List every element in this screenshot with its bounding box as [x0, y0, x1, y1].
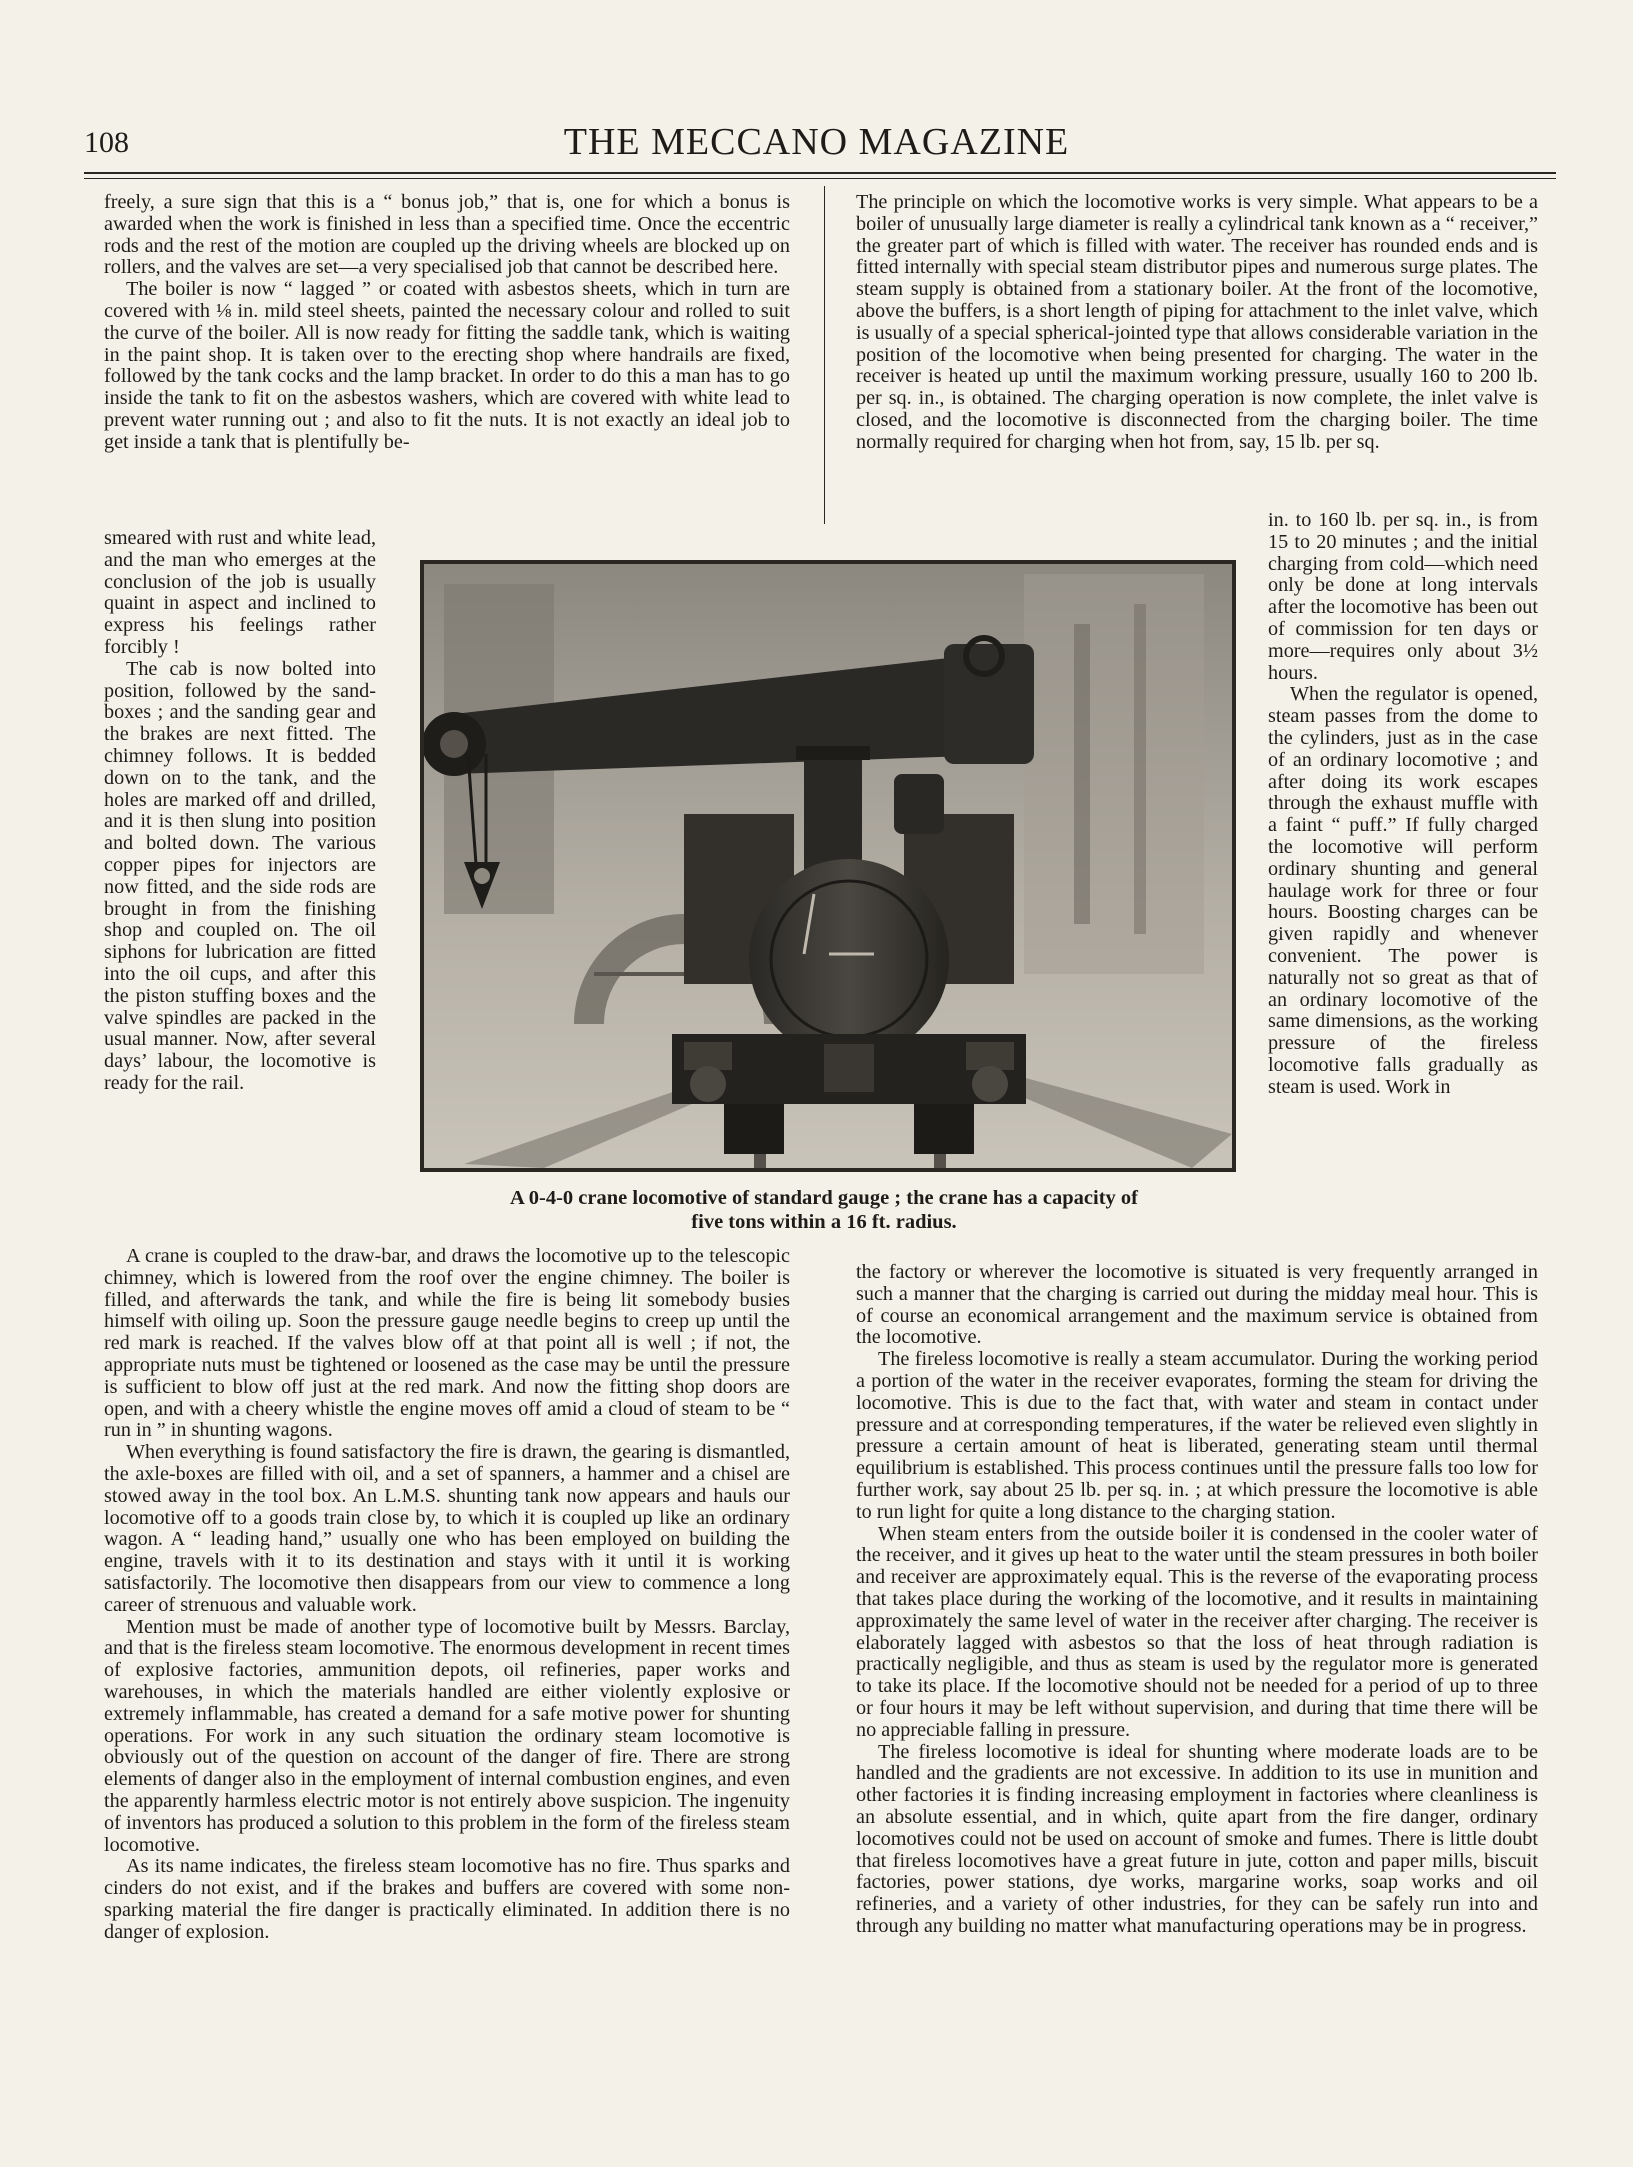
right-column-top: [856, 192, 1538, 512]
column-divider: [824, 186, 825, 524]
paragraph: A crane is coupled to the draw-bar, and draws the locomotive up to the telescopic chimney, which is lowered from the roof over the engine chimney. The boiler is filled, and afterwards the tank, and while the fire is being lit somebody busies himself with oiling up. Soon the pressure gauge needle begins to creep up until the red mark is reached. If the valves blow off at that point all is well ; if not, the appropriate nuts must be tightened or loosened as the case may be until the pressure is sufficient to blow off just at the red mark. And now the fitting shop doors are open, and with a cheery whistle the engine moves off amid a cloud of steam to be “ run in ” in shunting wagons.: [104, 1245, 790, 1442]
figure-caption: [400, 1186, 1248, 1234]
page-number: 108: [84, 126, 129, 159]
paragraph: When the regulator is opened, steam passes from the dome to the cylinders, just as in the case of an ordinary locomotive ; and after doing its work escapes through the exhaust muffle with a faint “ puff.” If fully charged the locomotive will perform ordinary shunting and general haulage work for three or four hours. Boosting charges can be given rapidly and whenever convenient. The power is naturally not so great as that of an ordinary locomotive of the same dimensions, as the working pressure of the fireless locomotive falls gradually as steam is used. Work in: [1268, 683, 1538, 1098]
paragraph: The fireless locomotive is ideal for shunting where moderate loads are to be handled and the gradients are not excessive. In addition to its use in munition and other factories it is finding increasing employment in factories where cleanliness is an absolute essential, and in which, quite apart from the fire danger, ordinary locomotives could not be used on account of smoke and fumes. There is little doubt that fireless locomotives have a great future in jute, cotton and paper mills, biscuit factories, power stations, dye works, margarine works, soap works and oil refineries, and a variety of other industries, for they can be safely run into and through any building no matter what manufacturing operations may be in progress.: [856, 1740, 1538, 1937]
left-column-narrow: [104, 528, 376, 1244]
paragraph: When steam enters from the outside boiler it is condensed in the cooler water of the receiver, and it gives up heat to the water until the steam pressures in both boiler and receiver are approximately equal. This is the reverse of the evaporating process that takes place during the working of the locomotive, and it results in maintaining approximately the same level of water in the receiver after charging. The receiver is elaborately lagged with asbestos so that the loss of heat through radiation is practically negligible, and thus as steam is used by the regulator more is generated to take its place. If the locomotive should not be needed for a period of up to three or four hours it may be left without supervision, and during that time there will be no appreciable falling in pressure.: [856, 1522, 1538, 1741]
left-column-top: [104, 192, 790, 512]
paragraph: As its name indicates, the fireless steam locomotive has no fire. Thus sparks and cinders do not exist, and if the brakes and buffers are covered with some non-sparking material the fire danger is practically eliminated. In addition there is no danger of explosion.: [104, 1855, 790, 1943]
header-rule: [84, 172, 1556, 174]
paragraph: in. to 160 lb. per sq. in., is from 15 to 20 minutes ; and the initial charging from cold—which need only be done at long intervals after the locomotive has been out of commission for ten days or more—requires only about 3½ hours.: [1268, 509, 1538, 684]
right-column-narrow: [1268, 510, 1538, 1262]
paragraph: smeared with rust and white lead, and the man who emerges at the conclusion of the job is usually quaint in aspect and inclined to express his feelings rather forcibly !: [104, 527, 376, 658]
paragraph: The fireless locomotive is really a steam accumulator. During the working period a portion of the water in the receiver evaporates, forming the steam for driving the locomotive. This is due to the fact that, with water and steam in contact under pressure and at corresponding temperatures, if the water be relieved even slightly in pressure a certain amount of heat is liberated, generating steam until thermal equilibrium is established. This process continues until the pressure falls too low for further work, say about 25 lb. per sq. in. ; at which pressure the locomotive is able to run light for quite a long distance to the charging station.: [856, 1348, 1538, 1523]
paragraph: The boiler is now “ lagged ” or coated with asbestos sheets, which in turn are covered with ⅛ in. mild steel sheets, painted the necessary colour and rolled to suit the curve of the boiler. All is now ready for fitting the saddle tank, which is waiting in the paint shop. It is taken over to the erecting shop where handrails are fixed, followed by the tank cocks and the lamp bracket. In order to do this a man has to go inside the tank to fit on the asbestos washers, which are covered with white lead to prevent water running out ; and also to fit the nuts. It is not exactly an ideal job to get inside a tank that is plentifully be-: [104, 278, 790, 453]
paragraph: When everything is found satisfactory the fire is drawn, the gearing is dismantled, the axle-boxes are filled with oil, and a set of spanners, a hammer and a chisel are stowed away in the tool box. An L.M.S. shunting tank now appears and hauls our locomotive off to a goods train close by, to which it is coupled up like an ordinary wagon. A “ leading hand,” usually one who has been employed on building the engine, travels with it to its destination and stays with it until it is working satisfactorily. The locomotive then disappears from our view to commence a long career of strenuous and valuable work.: [104, 1441, 790, 1616]
paragraph: The principle on which the locomotive works is very simple. What appears to be a boiler of unusually large diameter is really a cylindrical tank known as a “ receiver,” the greater part of which is filled with water. The receiver has rounded ends and is fitted internally with special steam distributor pipes and numerous surge plates. The steam supply is obtained from a stationary boiler. At the front of the locomotive, above the buffers, is a short length of piping for attachment to the inlet valve, which is usually of a special spherical-jointed type that allows considerable variation in the position of the locomotive when being presented for charging. The water in the receiver is heated up until the maximum working pressure, usually 160 to 200 lb. per sq. in., is obtained. The charging operation is now complete, the inlet valve is closed, and the locomotive is disconnected from the charging boiler. The time normally required for charging when hot from, say, 15 lb. per sq.: [856, 191, 1538, 453]
left-column-bottom: [104, 1246, 790, 2116]
paragraph: freely, a sure sign that this is a “ bonus job,” that is, one for which a bonus is awarded when the work is finished in less than a specified time. Once the eccentric rods and the rest of the motion are coupled up the driving wheels are blocked up on rollers, and the valves are set—a very specialised job that cannot be described here.: [104, 191, 790, 279]
caption-line: A 0-4-0 crane locomotive of standard gauge ; the crane has a capacity of: [509, 1187, 1138, 1209]
header-rule-thin: [84, 178, 1556, 179]
caption-line: five tons within a 16 ft. radius.: [691, 1211, 957, 1233]
paragraph: Mention must be made of another type of locomotive built by Messrs. Barclay, and that is the fireless steam locomotive. The enormous development in recent times of explosive factories, ammunition depots, oil refineries, paper works and warehouses, in which the materials handled are either violently explosive or extremely inflammable, has created a demand for a safe motive power for shunting operations. For work in any such situation the ordinary steam locomotive is obviously out of the question on account of the danger of fire. There are strong elements of danger also in the employment of internal combustion engines, and even the apparently harmless electric motor is not entirely above suspicion. The ingenuity of inventors has produced a solution to this problem in the form of the fireless steam locomotive.: [104, 1615, 790, 1856]
magazine-title: THE MECCANO MAGAZINE: [563, 121, 1070, 163]
crane-locomotive-photo: [420, 560, 1236, 1172]
paragraph: The cab is now bolted into position, followed by the sand-boxes ; and the sanding gear and the brakes are next fitted. The chimney follows. It is bedded down on to the tank, and the holes are marked off and drilled, and it is then slung into position and bolted down. The various copper pipes for injectors are now fitted, and the side rods are brought in from the finishing shop and coupled on. The oil siphons for lubrication are fitted into the oil cups, and after this the piston stuffing boxes and the valve spindles are packed in the usual manner. Now, after several days’ labour, the locomotive is ready for the rail.: [104, 657, 376, 1094]
right-column-bottom: [856, 1262, 1538, 2114]
paragraph: the factory or wherever the locomotive is situated is very frequently arranged in such a manner that the charging is carried out during the midday meal hour. This is of course an economical arrangement and the maximum service is obtained from the locomotive.: [856, 1261, 1538, 1349]
crane-locomotive-illustration: [424, 564, 1232, 1168]
